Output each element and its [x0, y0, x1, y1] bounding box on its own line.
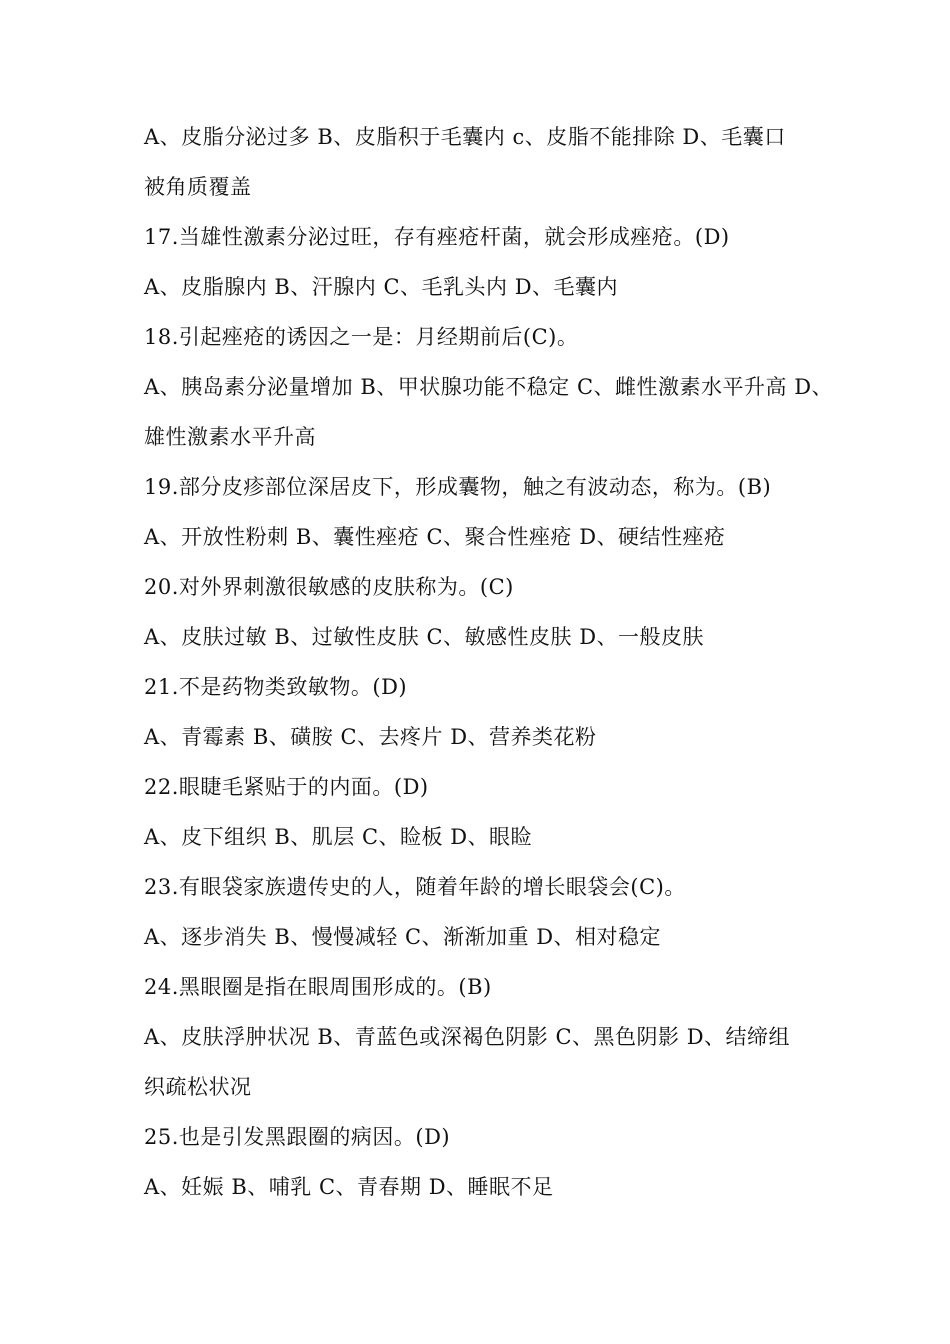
question-25: 25.也是引发黑跟圈的病因。(D) [144, 1125, 451, 1149]
question-23: 23.有眼袋家族遗传史的人，随着年龄的增长眼袋会(C)。 [144, 875, 686, 899]
options-17: A、皮脂腺内 B、汗腺内 C、毛乳头内 D、毛囊内 [144, 275, 619, 299]
options-21: A、青霉素 B、磺胺 C、去疼片 D、营养类花粉 [144, 725, 597, 749]
question-21: 21.不是药物类致敏物。(D) [144, 675, 408, 699]
options-24-cont: 织疏松状况 [144, 1075, 252, 1099]
question-22: 22.眼睫毛紧贴于的内面。(D) [144, 775, 429, 799]
options-22: A、皮下组织 B、肌层 C、睑板 D、眼睑 [144, 825, 533, 849]
question-17: 17.当雄性激素分泌过旺，存有痤疮杆菌，就会形成痤疮。(D) [144, 225, 730, 249]
options-24: A、皮肤浮肿状况 B、青蓝色或深褐色阴影 C、黑色阴影 D、结缔组 [144, 1025, 791, 1049]
options-19: A、开放性粉刺 B、囊性痤疮 C、聚合性痤疮 D、硬结性痤疮 [144, 525, 726, 549]
options-23: A、逐步消失 B、慢慢减轻 C、渐渐加重 D、相对稳定 [144, 925, 662, 949]
text-line-options-16-cont: 被角质覆盖 [144, 175, 252, 199]
options-20: A、皮肤过敏 B、过敏性皮肤 C、敏感性皮肤 D、一般皮肤 [144, 625, 705, 649]
options-25: A、妊娠 B、哺乳 C、青春期 D、睡眠不足 [144, 1175, 554, 1199]
question-24: 24.黑眼圈是指在眼周围形成的。(B) [144, 975, 492, 999]
options-18: A、胰岛素分泌量增加 B、甲状腺功能不稳定 C、雌性激素水平升高 D、 [144, 375, 834, 399]
question-20: 20.对外界刺激很敏感的皮肤称为。(C) [144, 575, 514, 599]
document-text [144, 112, 834, 1212]
options-18-cont: 雄性激素水平升高 [144, 425, 316, 449]
question-18: 18.引起痤疮的诱因之一是：月经期前后(C)。 [144, 325, 579, 349]
question-19: 19.部分皮疹部位深居皮下，形成囊物，触之有波动态，称为。(B) [144, 475, 772, 499]
text-line-options-16: A、皮脂分泌过多 B、皮脂积于毛囊内 c、皮脂不能排除 D、毛囊口 [144, 125, 786, 149]
